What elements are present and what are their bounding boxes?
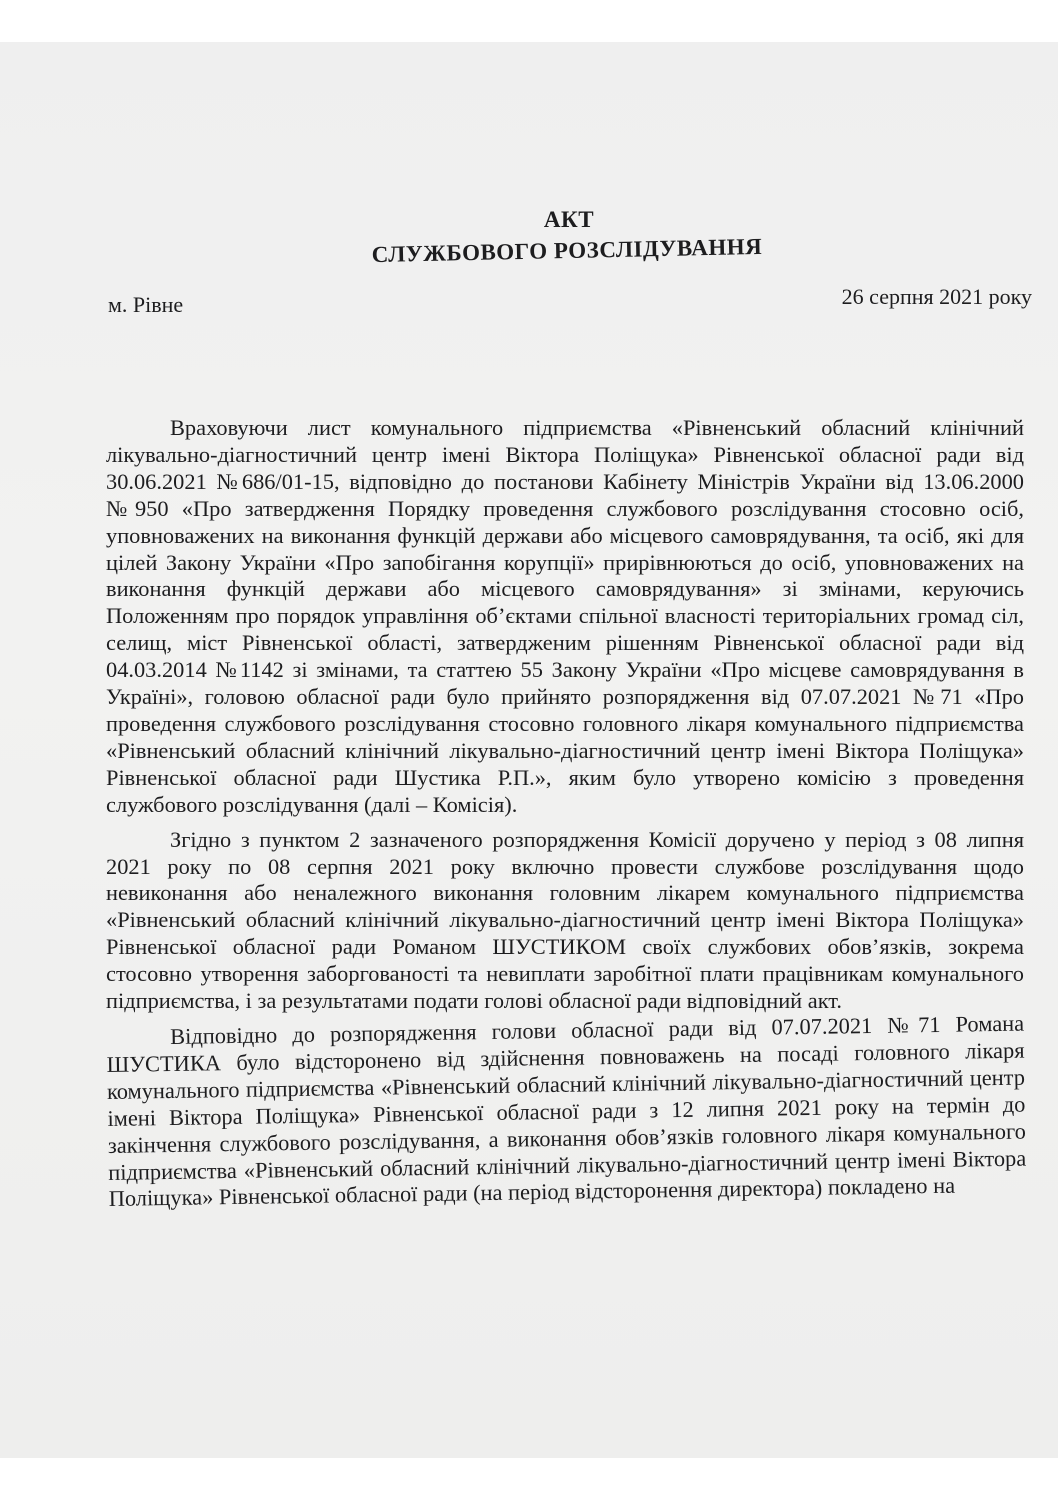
document-body [106,415,1027,1221]
paragraph-1: Враховуючи лист комунального підприємства «Рівненський обласний клінічний лікувально-діагностичний центр імені Віктора Поліщука» Рівненської обласної ради від 30.06.2021 №686/01-15, відповідно до постанови Кабінету Міністрів України від 13.06.2000 №950 «Про затвердження Порядку проведення службового розслідування стосовно осіб, уповноважених на виконання функцій держави або місцевого самоврядування, та осіб, які для цілей Закону України «Про запобігання корупції» прирівнюються до осіб, уповноважених на виконання функцій держави або місцевого самоврядування» зі змінами, керуючись Положенням про порядок управління об’єктами спільної власності територіальних громад сіл, селищ, міст Рівненської області, затвердженим рішенням Рівненської обласної ради від 04.03.2014 №1142 зі змінами, та статтею 55 Закону України «Про місцеве самоврядування в Україні», головою обласної ради було прийнято розпорядження від 07.07.2021 №71 «Про проведення службового розслідування стосовно головного лікаря комунального підприємства «Рівненський обласний клінічний лікувально-діагностичний центр імені Віктора Поліщука» Рівненської обласної ради Шустика Р.П.», яким було утворено комісію з проведення службового розслідування (далі – Комісія). [106,415,1024,817]
document-title: АКТ [543,207,595,232]
document-date: 26 серпня 2021 року [841,284,1032,309]
document-subtitle: СЛУЖБОВОГО РОЗСЛІДУВАННЯ [371,233,763,268]
paragraph-3: Відповідно до розпорядження голови обласної ради від 07.07.2021 №71 Романа ШУСТИКА було відсторонено від здійснення повноважень на посаді головного лікаря комунального підприємства «Рівненський обласний клінічний лікувально-діагностичний центр імені Віктора Поліщука» Рівненської обласної ради з 12 липня 2021 року на термін до закінчення службового розслідування, а виконання обов’язків головного лікаря комунального підприємства «Рівненський обласний клінічний лікувально-діагностичний центр імені Віктора Поліщука» Рівненської обласної ради (на період відсторонення директора) покладено на [106,1010,1027,1212]
document-city: м. Рівне [108,292,184,317]
paragraph-2: Згідно з пунктом 2 зазначеного розпорядження Комісії доручено у період з 08 липня 2021 року по 08 серпня 2021 року включно провести службове розслідування щодо невиконання або неналежного виконання головним лікарем комунального підприємства «Рівненський обласний клінічний лікувально-діагностичний центр імені Віктора Поліщука» Рівненської обласної ради Романом ШУСТИКОМ своїх службових обов’язків, зокрема стосовно утворення заборгованості та невиплати заробітної плати працівникам комунального підприємства, і за результатами подати голові обласної ради відповідний акт. [106,826,1024,1014]
